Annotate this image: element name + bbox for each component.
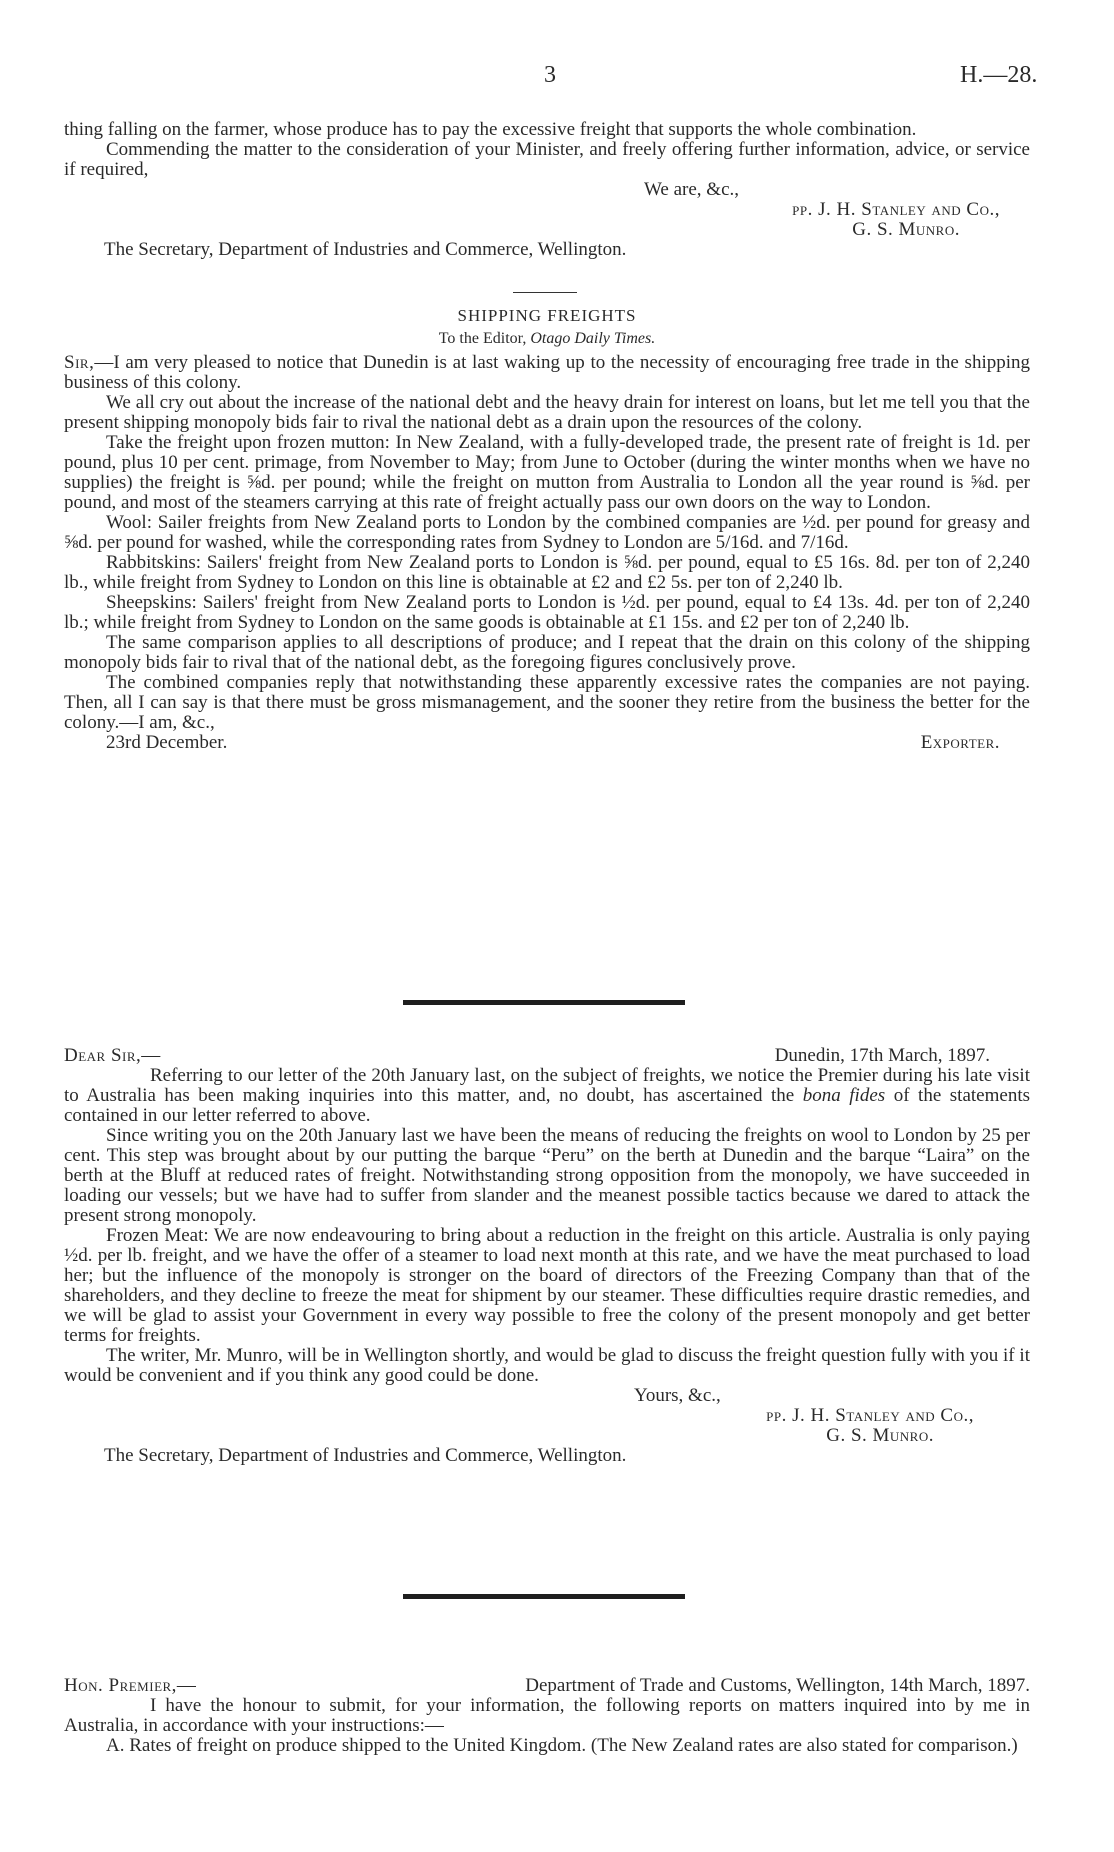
paragraph: Referring to our letter of the 20th January last, on the subject of freights, we notice the Premier during his late visit to Australia has been making inquiries into this matter, and, no doubt, has ascertained the bona fides of the statements contained in our letter referred to above. xyxy=(64,1065,1030,1126)
paragraph: The combined companies reply that notwithstanding these apparently excessive rates the companies are not paying. Then, all I can say is that there must be gross mismanagement, and the sooner they retire from the business the better for the colony.—I am, &c., xyxy=(64,672,1030,733)
article-footer xyxy=(64,733,1030,753)
article-date: 23rd December. xyxy=(106,732,228,753)
closing: Yours, &c., xyxy=(634,1385,721,1406)
signature-name: G. S. Munro. xyxy=(852,219,960,240)
addressee: The Secretary, Department of Industries and Commerce, Wellington. xyxy=(104,1445,627,1466)
article-shipping-freights xyxy=(64,306,1030,753)
salutation: Hon. Premier,— xyxy=(64,1675,197,1696)
paragraph: Commending the matter to the consideration of your Minister, and freely offering further information, advice, or service if required, xyxy=(64,139,1030,180)
document-code: H.—28. xyxy=(960,62,1038,88)
letter-heading xyxy=(64,1046,1030,1066)
paragraph: Rabbitskins: Sailers' freight from New Zealand ports to London is ⅝d. per pound, equal to £5 16s. 8d. per ton of 2,240 lb., while freight from Sydney to London on this line is obtainable at £2 and £2 5s. per ton of 2,240 lb. xyxy=(64,552,1030,593)
letter-premier xyxy=(64,1676,1030,1756)
article-title: SHIPPING FREIGHTS xyxy=(457,306,637,325)
paragraph: Sheepskins: Sailers' freight from New Zealand ports to London is ½d. per pound, equal to £4 13s. 4d. per ton of 2,240 lb.; while freight from Sydney to London on the same goods is obtainable at £1 15s. and £2 per ton of 2,240 lb. xyxy=(64,592,1030,633)
section-divider xyxy=(403,1594,685,1599)
paragraph: Since writing you on the 20th January last we have been the means of reducing the freights on wool to London by 25 per cent. This step was brought about by our putting the barque “Peru” on the berth at Dunedin and the barque “Laira” on the berth at the Bluff at reduced rates of freight. Notwithstanding strong opposition from the monopoly, we have succeeded in loading our vessels; but we have had to suffer from slander and the meanest possible tactics because we dared to attack the present strong monopoly. xyxy=(64,1125,1030,1226)
signature-line: pp. J. H. Stanley and Co., xyxy=(792,199,1000,220)
letter-stanley-continuation xyxy=(64,120,1030,260)
paragraph: We all cry out about the increase of the national debt and the heavy drain for interest on loans, but let me tell you that the present shipping monopoly bids fair to rival the national debt as a drain upon the resources of the colony. xyxy=(64,392,1030,433)
paragraph: Wool: Sailer freights from New Zealand ports to London by the combined companies are ½d. per pound for greasy and ⅝d. per pound for washed, while the corresponding rates from Sydney to London are 5/16d. and 7/16d. xyxy=(64,512,1030,553)
paragraph: thing falling on the farmer, whose produce has to pay the excessive freight that supports the whole combination. xyxy=(64,119,917,140)
place-date: Dunedin, 17th March, 1897. xyxy=(774,1045,990,1066)
closing: We are, &c., xyxy=(644,179,739,200)
section-divider xyxy=(513,292,577,293)
letter-heading xyxy=(64,1676,1030,1696)
letter-dunedin xyxy=(64,1046,1030,1466)
section-divider xyxy=(403,1000,685,1005)
paragraph: I have the honour to submit, for your information, the following reports on matters inquired into by me in Australia, in accordance with your instructions:— xyxy=(64,1695,1030,1736)
paragraph: Sir,—I am very pleased to notice that Dunedin is at last waking up to the necessity of encouraging free trade in the shipping business of this colony. xyxy=(64,352,1030,393)
paragraph: The writer, Mr. Munro, will be in Wellington shortly, and would be glad to discuss the freight question fully with you if it would be convenient and if you think any good could be done. xyxy=(64,1345,1030,1386)
paragraph: A. Rates of freight on produce shipped to the United Kingdom. (The New Zealand rates are also stated for comparison.) xyxy=(106,1735,1018,1756)
article-subtitle: To the Editor, Otago Daily Times. xyxy=(438,330,656,347)
place-date: Department of Trade and Customs, Wellington, 14th March, 1897. xyxy=(525,1675,1030,1696)
signature-line: pp. J. H. Stanley and Co., xyxy=(766,1405,974,1426)
article-signature: Exporter. xyxy=(920,732,1000,753)
paragraph: Frozen Meat: We are now endeavouring to bring about a reduction in the freight on this article. Australia is only paying ½d. per lb. freight, and we have the offer of a steamer to load next month at this rate, and we have the meat purchased to load her; but the influence of the monopoly is stronger on the board of directors of the Freezing Company than that of the shareholders, and they decline to freeze the meat for shipment by our steamer. These difficulties require drastic remedies, and we will be glad to assist your Government in every way possible to free the colony of the present monopoly and get better terms for freights. xyxy=(64,1225,1030,1346)
addressee: The Secretary, Department of Industries and Commerce, Wellington. xyxy=(104,239,627,260)
paragraph: The same comparison applies to all descriptions of produce; and I repeat that the drain on this colony of the shipping monopoly bids fair to rival that of the national debt, as the foregoing figures conclusively prove. xyxy=(64,632,1030,673)
page-number: 3 xyxy=(544,62,556,88)
salutation: Dear Sir,— xyxy=(64,1045,161,1066)
paragraph: Take the freight upon frozen mutton: In New Zealand, with a fully-developed trade, the present rate of freight is 1d. per pound, plus 10 per cent. primage, from November to May; from June to October (during the winter months when we have no supplies) the freight is ⅝d. per pound; while the freight on mutton from Australia to London all the year round is ⅝d. per pound, and most of the steamers carrying at this rate of freight actually pass our own doors on the way to London. xyxy=(64,432,1030,513)
signature-name: G. S. Munro. xyxy=(826,1425,934,1446)
